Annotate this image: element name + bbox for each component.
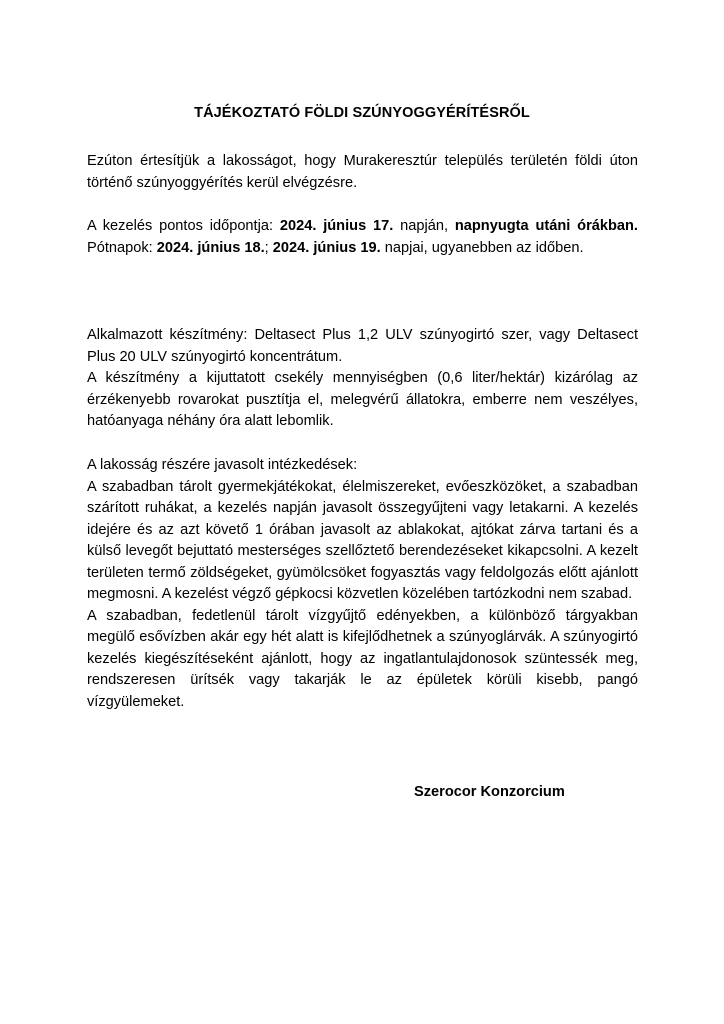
backup-date-1: 2024. június 18.	[156, 239, 265, 256]
schedule-sep: ;	[264, 239, 273, 256]
backup-date-2: 2024. június 19.	[272, 239, 381, 256]
schedule-lead: A kezelés pontos időpontja:	[87, 218, 280, 234]
intro-paragraph: Ezúton értesítjük a lakosságot, hogy Murakeresztúr település területén földi úton történő szúnyoggyérítés kerül elvégzésre.	[87, 153, 638, 191]
schedule-tail: napjai, ugyanebben az időben.	[380, 239, 584, 256]
measures-paragraph: A szabadban tárolt gyermekjátékokat, élelmiszereket, evőeszközöket, a szabadban szárított ruhákat, a kezelés napján javasolt összegyűjteni vagy letakarni. A kezelés idejére és az azt követő 1 órában javasolt az ablakokat, ajtókat zárva tartani és a külső levegőt bejuttató mesterséges szellőztető berendezéseket kikapcsolni. A kezelt területen termő zöldségeket, gyümölcsöket fogyasztás vagy feldolgozás előtt ajánlott megmosni. A kezelést végző gépkocsi közvetlen közelében tartózkodni nem szabad.	[87, 478, 638, 602]
measures-heading: A lakosság részére javasolt intézkedések:	[87, 457, 358, 473]
document-title: TÁJÉKOZTATÓ FÖLDI SZÚNYOGGYÉRÍTÉSRŐL	[194, 105, 530, 121]
treatment-time: napnyugta utáni órákban.	[454, 218, 638, 234]
measures-section	[87, 455, 638, 713]
product-section	[87, 325, 638, 433]
schedule-paragraph	[87, 216, 638, 259]
schedule-mid2: Pótnapok:	[87, 239, 157, 256]
water-paragraph: A szabadban, fedetlenül tárolt vízgyűjtő edényekben, a különböző tárgyakban megülő esővízben akár egy hét alatt is kifejlődhetnek a szúnyoglárvák. A szúnyogirtó kezelés kiegészítéseként ajánlott, hogy az ingatlantulajdonosok szüntessék meg, rendszeresen ürítsék vagy takarják le az épületek körüli kisebb, pangó vízgyülemeket.	[87, 607, 638, 710]
product-paragraph: Alkalmazott készítmény: Deltasect Plus 1,2 ULV szúnyogirtó szer, vagy Deltasect Plus 20 ULV szúnyogirtó koncentrátum.	[87, 327, 638, 365]
treatment-date: 2024. június 17.	[279, 218, 394, 234]
schedule-mid1: napján,	[393, 218, 455, 234]
signature: Szerocor Konzorcium	[414, 784, 565, 800]
safety-paragraph: A készítmény a kijuttatott csekély mennyiségben (0,6 liter/hektár) kizárólag az érzékenyebb rovarokat pusztítja el, melegvérű állatokra, emberre nem veszélyes, hatóanyaga néhány óra alatt lebomlik.	[87, 370, 638, 429]
